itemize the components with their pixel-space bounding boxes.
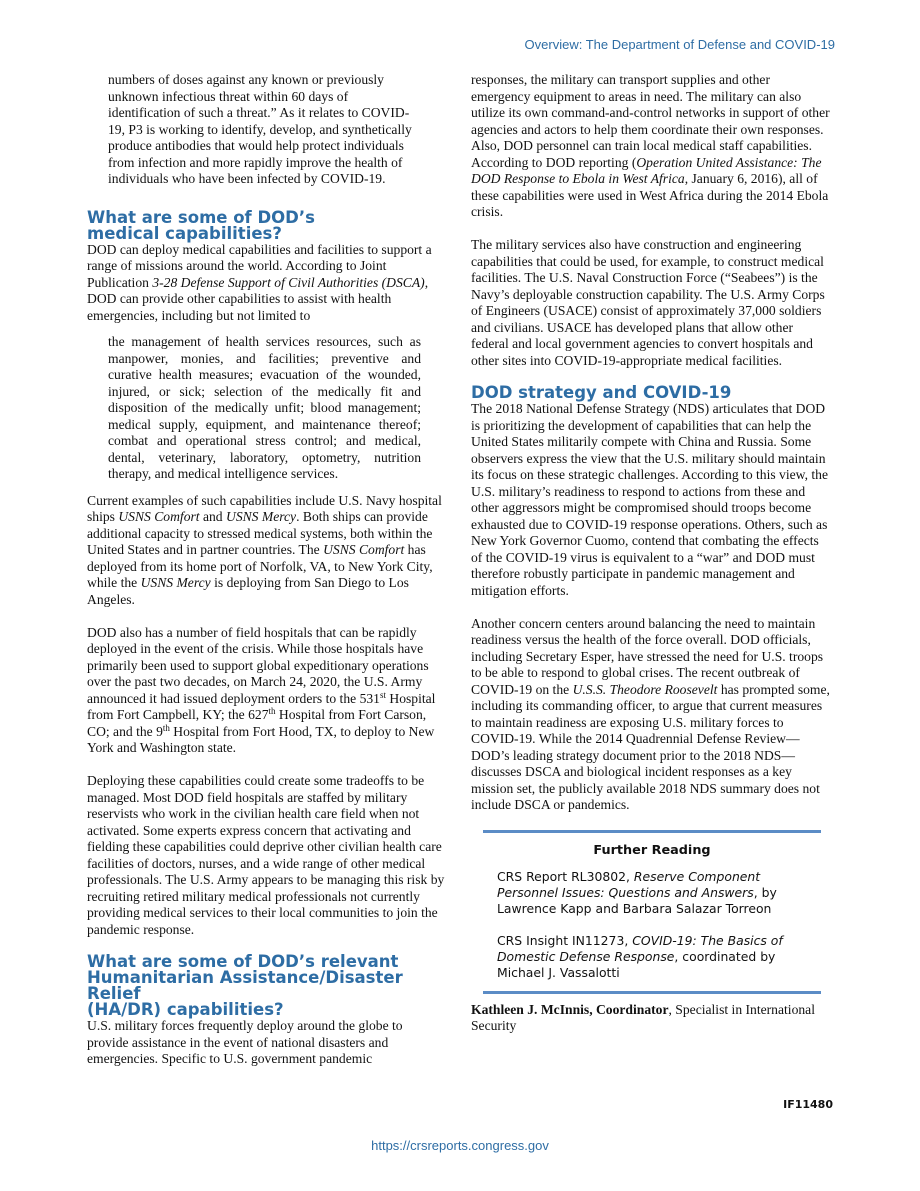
footer-url-link[interactable]: https://crsreports.congress.gov xyxy=(371,1138,549,1153)
strategy-heading: DOD strategy and COVID-19 xyxy=(471,383,732,402)
strategy-paragraph: The 2018 National Defense Strategy (NDS) articulates that DOD is prioritizing the development of capabilities that can help the United States militarily compete with China and Russia. Some observers express the view that the U.S. military should maintain its focus on these strategic challenges. According to this view, the U.S. military’s readiness to respond to actions from these and other aggressors might be compromised should troops become exhausted due to COVID-19 response operations. Others, such as New York Governor Cuomo, contend that combating the effects of the COVID-19 virus is equivalent to a “war” and DOD must therefore robustly participate in pandemic management and mitigation efforts. xyxy=(471,401,828,598)
ship-name: USNS Mercy xyxy=(226,509,297,524)
field-hospitals-paragraph: DOD also has a number of field hospitals that can be rapidly deployed in the event of the crisis. While those hospitals have primarily been used to support global expeditionary operations over the past two decades, on March 24, 2020, the U.S. Army announced it had issued deployment orders to the 531st Hospital from Fort Campbell, KY; the 627th Hospital from Fort Carson, CO; and the 9th Hospital from Fort Hood, TX, to deploy to New York and Washington state. xyxy=(87,624,436,755)
author-name: Kathleen J. McInnis, Coordinator xyxy=(471,1001,669,1017)
left-column xyxy=(87,72,445,1068)
publication-title: 3-28 Defense Support of Civil Authorities (DSCA) xyxy=(152,274,425,290)
report-title: COVID-19: The Basics of Domestic Defense Response xyxy=(497,932,783,964)
heading-line: What are some of DOD’s xyxy=(87,207,315,227)
running-header: Overview: The Department of Defense and COVID-19 xyxy=(524,37,835,52)
report-id: IF11480 xyxy=(783,1098,833,1111)
ship-name: USNS Comfort xyxy=(118,509,200,524)
hadr-paragraph: U.S. military forces frequently deploy around the globe to provide assistance in the event of national disasters and emergencies. Specific to U.S. government pandemic xyxy=(87,1018,403,1066)
further-reading-title: Further Reading xyxy=(593,842,711,858)
publication-title: Operation United Assistance: The DOD Response to Ebola in West Africa xyxy=(471,154,822,186)
hospital-ships-paragraph: Current examples of such capabilities include U.S. Navy hospital ships USNS Comfort and USNS Mercy. Both ships can provide additional capacity to stressed medical systems, both within the United States and in partner countries. The USNS Comfort has deployed from its home port of Norfolk, VA, to New York City, while the USNS Mercy is deploying from San Diego to Los Angeles. xyxy=(87,492,442,607)
medical-capabilities-heading xyxy=(87,207,445,243)
heading-line: Humanitarian Assistance/Disaster Relief xyxy=(87,968,403,1003)
reading-item: CRS Report RL30802, Reserve Component Personnel Issues: Questions and Answers, by Lawrence Kapp and Barbara Salazar Torreon xyxy=(497,868,777,916)
ship-name: U.S.S. Theodore Roosevelt xyxy=(572,681,718,697)
ship-name: USNS Comfort xyxy=(323,542,405,557)
heading-line: medical capabilities? xyxy=(87,223,282,243)
heading-line: (HA/DR) capabilities? xyxy=(87,1000,284,1019)
hadr-continuation-paragraph: responses, the military can transport supplies and other emergency equipment to areas in need. The military can also utilize its own command-and-control networks in support of other agencies and actors to help them coordinate their own responses. Also, DOD personnel can train local medical staff capabilities. According to DOD reporting (Operation United Assistance: The DOD Response to Ebola in West Africa, January 6, 2016), all of these capabilities were used in West Africa during the 2014 Ebola crisis. xyxy=(471,72,830,219)
medical-intro-paragraph: DOD can deploy medical capabilities and facilities to support a range of missions around the world. According to Joint Publication 3-28 Defense Support of Civil Authorities (DSCA), DOD can provide other capabilities to assist with health emergencies, including but not limited to xyxy=(87,241,432,323)
readiness-paragraph: Another concern centers around balancing the need to maintain readiness versus the health of the force overall. DOD officials, including Secretary Esper, have stressed the need for U.S. troops to be able to respond to global crises. The recent outbreak of COVID-19 on the U.S.S. Theodore Roosevelt has prompted some, including its commanding officer, to argue that current measures to maintain readiness are exposing U.S. military forces to COVID-19. While the 2014 Quadrennial Defense Review—DOD’s leading strategy document prior to the 2018 NDS—discusses DSCA and biological incident responses as a key mission set, the publicly available 2018 NDS summary does not include DSCA or pandemics. xyxy=(471,615,830,812)
right-column xyxy=(471,72,831,1035)
ship-name: USNS Mercy xyxy=(140,575,211,590)
report-title: Reserve Component Personnel Issues: Questions and Answers xyxy=(497,868,761,900)
block-quote: the management of health services resources, such as manpower, monies, and facilities; preventive and curative health measures; evacuation of the wounded, injured, or sick; selection of the medically fit and disposition of the medically unfit; blood management; medical supply, equipment, and maintenance thereof; combat and operational stress control; and medical, dental, veterinary, laboratory, optometry, nutrition therapy, and medical intelligence services. xyxy=(108,334,421,481)
tradeoffs-paragraph: Deploying these capabilities could create some tradeoffs to be managed. Most DOD field hospitals are staffed by military reservists who work in the civilian health care field when not activated. Some experts express concern that activating and fielding these capabilities could deprive other civilian health care facilities of doctors, nurses, and a wide range of other medical professionals. The U.S. Army appears to be managing this risk by recruiting retired military medical professionals not currently providing medical services to their local communities to join the pandemic response. xyxy=(87,773,445,937)
hadr-heading xyxy=(87,954,445,1018)
construction-paragraph: The military services also have construction and engineering capabilities that could be used, for example, to construct medical facilities. The U.S. Naval Construction Force (“Seabees”) is the Navy’s deployable construction capability. The U.S. Army Corps of Engineers (USACE) consist of approximately 37,000 soldiers and civilians. USACE has developed plans that allow other federal and local government agencies to convert hospitals and other sites into COVID-19-appropriate medical facilities. xyxy=(471,237,825,368)
p3-quote-continuation: numbers of doses against any known or previously unknown infectious threat within 60 days of identification of such a threat.” As it relates to COVID-19, P3 is working to identify, develop, and synthetically produce antibodies that would help protect individuals from infection and more rapidly improve the health of individuals who have been infected by COVID-19. xyxy=(108,72,412,186)
heading-line: What are some of DOD’s relevant xyxy=(87,952,399,971)
author-credit: Kathleen J. McInnis, Coordinator, Specialist in International Security xyxy=(471,1001,815,1033)
reading-item: CRS Insight IN11273, COVID-19: The Basics of Domestic Defense Response, coordinated by Michael J. Vassalotti xyxy=(497,932,783,980)
further-reading-box xyxy=(483,830,821,994)
